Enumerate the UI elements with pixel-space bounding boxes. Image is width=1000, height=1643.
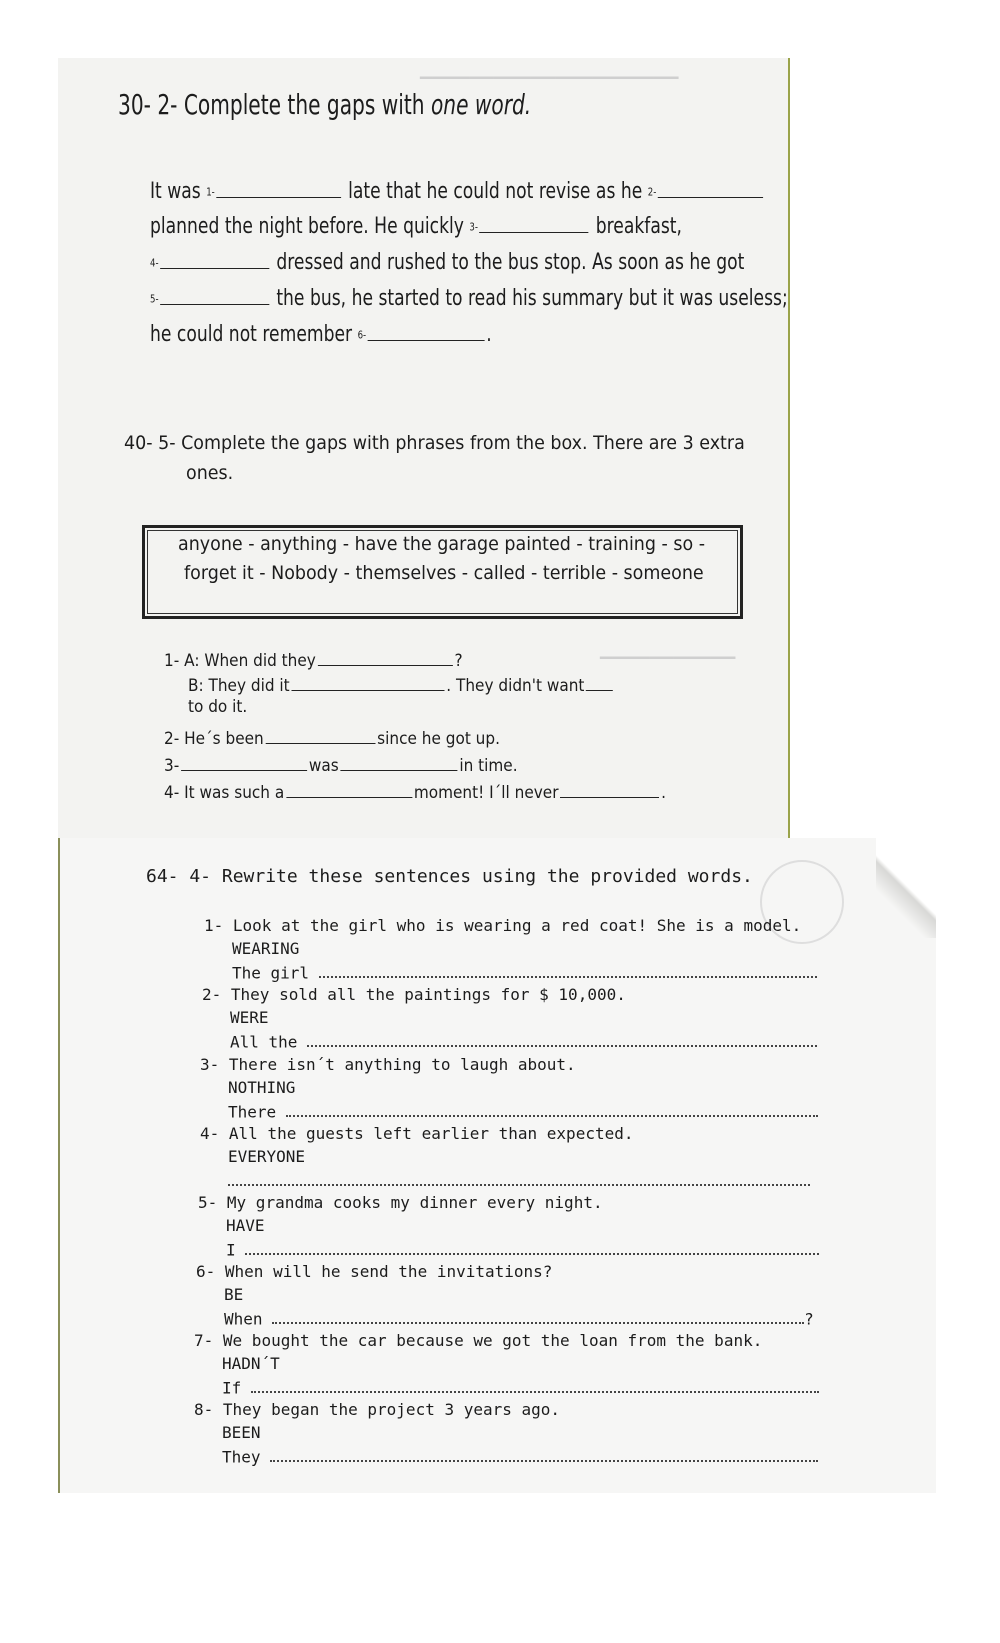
rewrite-answer-row: All the: [230, 1031, 817, 1051]
paragraph-line-4: 5- the bus, he started to read his summary but it was useless;: [150, 282, 788, 311]
gap-4[interactable]: [160, 246, 269, 269]
rewrite-answer-row: They: [222, 1446, 818, 1466]
answer-gap[interactable]: [181, 753, 307, 771]
answer-line[interactable]: [319, 962, 817, 978]
rewrite-answer-row: I: [226, 1239, 819, 1259]
answer-line[interactable]: [270, 1446, 818, 1462]
rewrite-sentence: 5- My grandma cooks my dinner every night.: [198, 1193, 603, 1212]
answer-gap[interactable]: [291, 673, 444, 691]
rewrite-keyword: WEARING: [232, 939, 300, 958]
rewrite-sentence: 2- They sold all the paintings for $ 10,000.: [202, 985, 626, 1004]
gap-6[interactable]: [368, 318, 485, 341]
section-2-title-cont: ones.: [186, 462, 234, 484]
paragraph-line-1: It was 1- late that he could not revise as he 2-: [150, 175, 765, 204]
rewrite-sentence: 6- When will he send the invitations?: [196, 1262, 553, 1281]
rewrite-sentence: 8- They began the project 3 years ago.: [194, 1400, 561, 1419]
answer-gap[interactable]: [560, 780, 659, 798]
rewrite-keyword: HADN´T: [222, 1354, 280, 1373]
item-2: 2- He´s been since he got up.: [164, 726, 500, 749]
item-4: 4- It was such a moment! I´ll never .: [164, 780, 666, 803]
rewrite-answer-row: When ?: [224, 1309, 814, 1329]
answer-line[interactable]: [286, 1101, 818, 1117]
answer-line[interactable]: [245, 1239, 819, 1255]
answer-gap[interactable]: [286, 780, 412, 798]
rewrite-sentence: 1- Look at the girl who is wearing a red coat! She is a model.: [204, 916, 802, 935]
phrase-box-line-1: anyone - anything - have the garage painted - training - so -: [178, 533, 706, 555]
rewrite-answer-row: If: [222, 1377, 819, 1397]
rewrite-sentence: 7- We bought the car because we got the loan from the bank.: [194, 1331, 763, 1350]
rewrite-keyword: NOTHING: [228, 1078, 296, 1097]
answer-gap[interactable]: [341, 753, 458, 771]
page-fold: [876, 838, 936, 938]
answer-line[interactable]: [272, 1308, 804, 1324]
phrase-box-line-2: forget it - Nobody - themselves - called - terrible - someone: [184, 562, 704, 584]
item-1-b: B: They did it . They didn't want: [188, 673, 615, 696]
paragraph-line-2: planned the night before. He quickly 3- breakfast,: [150, 210, 682, 239]
bleed-through-text: ▁▁▁▁▁▁▁▁▁▁▁▁▁▁▁▁▁▁▁▁▁: [420, 60, 679, 79]
answer-gap[interactable]: [586, 673, 613, 691]
item-3: 3- was in time.: [164, 753, 518, 776]
answer-gap[interactable]: [266, 726, 376, 744]
paragraph-line-3: 4- dressed and rushed to the bus stop. As soon as he got: [150, 246, 744, 275]
rewrite-answer-row: The girl: [232, 962, 817, 982]
answer-line[interactable]: [251, 1377, 819, 1393]
answer-line[interactable]: [307, 1031, 817, 1047]
bleed-through-text: ▁▁▁▁▁▁▁▁▁▁▁: [600, 640, 736, 659]
gap-5[interactable]: [160, 282, 269, 305]
rewrite-keyword: BE: [224, 1285, 244, 1304]
rewrite-answer-row: [228, 1170, 810, 1190]
rewrite-sentence: 3- There isn´t anything to laugh about.: [200, 1055, 576, 1074]
gap-3[interactable]: [480, 210, 589, 233]
gap-2[interactable]: [658, 175, 763, 198]
section-3-title: 64- 4- Rewrite these sentences using the provided words.: [146, 866, 753, 887]
item-1-a: 1- A: When did they ?: [164, 648, 463, 671]
rewrite-sentence: 4- All the guests left earlier than expected.: [200, 1124, 634, 1143]
rewrite-keyword: BEEN: [222, 1423, 261, 1442]
rewrite-keyword: WERE: [230, 1008, 269, 1027]
answer-line[interactable]: [228, 1170, 810, 1186]
section-1-title: 30- 2- Complete the gaps with one word.: [118, 88, 532, 121]
paragraph-line-5: he could not remember 6- .: [150, 318, 492, 347]
rewrite-answer-row: There: [228, 1101, 818, 1121]
item-1-c: to do it.: [188, 697, 248, 717]
rewrite-keyword: HAVE: [226, 1216, 265, 1235]
rewrite-keyword: EVERYONE: [228, 1147, 306, 1166]
gap-1[interactable]: [216, 175, 341, 198]
section-2-title: 40- 5- Complete the gaps with phrases from the box. There are 3 extra: [124, 432, 745, 454]
answer-gap[interactable]: [318, 648, 453, 666]
